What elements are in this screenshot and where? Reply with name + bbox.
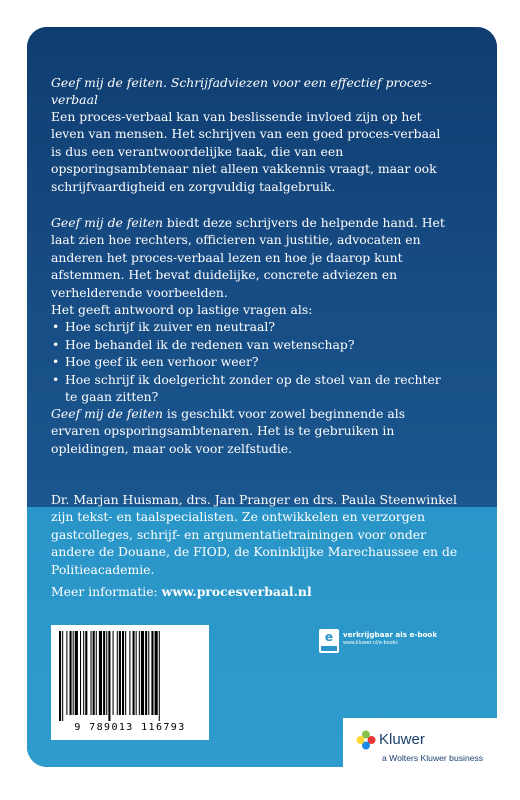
website-link[interactable]: www.procesverbaal.nl xyxy=(161,584,312,599)
publisher-tagline: a Wolters Kluwer business xyxy=(382,753,484,763)
isbn-barcode xyxy=(51,625,209,740)
audience-paragraph: Geef mij de feiten is geschikt voor zowel beginnende als ervaren opsporingsambtenaren. Het is te gebruiken in opleidingen, maar ook voor zelfstudie. xyxy=(51,406,406,456)
questions-intro: Het geeft antwoord op lastige vragen als: xyxy=(51,302,313,318)
list-item: • Hoe behandel ik de redenen van wetenschap? xyxy=(51,336,451,353)
list-item: • Hoe geef ik een verhoor weer? xyxy=(51,353,451,370)
list-item: • Hoe schrijf ik zuiver en neutraal? xyxy=(51,318,451,335)
authors-paragraph: Dr. Marjan Huisman, drs. Jan Pranger en drs. Paula Steenwinkel zijn tekst- en taalspecialisten. Ze ontwikkelen en verzorgen gastcolleges, schrijf- en argumentatietrainingen voor onder andere de Douane, de FIOD, de Koninklijke Marechaussee en de Politieacademie. xyxy=(51,492,458,577)
ebook-url: www.kluwer.nl/e-books xyxy=(343,641,398,646)
barcode-bars xyxy=(55,631,205,721)
book-title: Geef mij de feiten xyxy=(51,75,163,90)
more-info-line xyxy=(51,583,451,600)
publisher-name: Kluwer xyxy=(379,731,425,748)
publisher-logo xyxy=(343,718,503,778)
book-title-inline: Geef mij de feiten xyxy=(51,406,163,421)
ebook-label: verkrijgbaar als e-book xyxy=(343,630,438,639)
questions-list xyxy=(51,318,451,405)
description-paragraph: Geef mij de feiten biedt deze schrijvers de helpende hand. Het laat zien hoe rechters, officieren van justitie, advocaten en anderen het proces-verbaal lezen en hoe je daarop kunt afstemmen. Het bevat duidelijke, concrete adviezen en verhelderende voorbeelden. Het geeft antwoord op lastige vragen als: • Hoe schrijf ik zuiver en neutraal? • Hoe behandel ik de redenen van wetenschap? • Hoe geef ik een verhoor weer? • Hoe schrijf ik doelgericht zonder op de stoel van de rechter te gaan zitten? xyxy=(51,214,451,405)
book-subtitle: . Schrijfadviezen voor een effectief proces-verbaal xyxy=(51,75,432,108)
kluwer-logo-icon xyxy=(356,730,376,750)
isbn-number: 9 789013 116793 xyxy=(74,722,186,733)
intro-paragraph: Een proces-verbaal kan van beslissende invloed zijn op het leven van mensen. Het schrijven van een goed proces-verbaal is dus een verantwoordelijke taak, die van een opsporingsambtenaar niet alleen vakkennis vraagt, maar ook schrijfvaardigheid en zorgvuldig taalgebruik. xyxy=(51,109,441,194)
book-title-line xyxy=(51,74,461,109)
book-title-inline: Geef mij de feiten xyxy=(51,215,163,230)
e-book-icon: e xyxy=(319,629,339,653)
ebook-badge xyxy=(319,629,449,653)
list-item: • Hoe schrijf ik doelgericht zonder op de stoel van de rechter te gaan zitten? xyxy=(51,371,451,406)
more-info-label: Meer informatie: xyxy=(51,584,162,599)
